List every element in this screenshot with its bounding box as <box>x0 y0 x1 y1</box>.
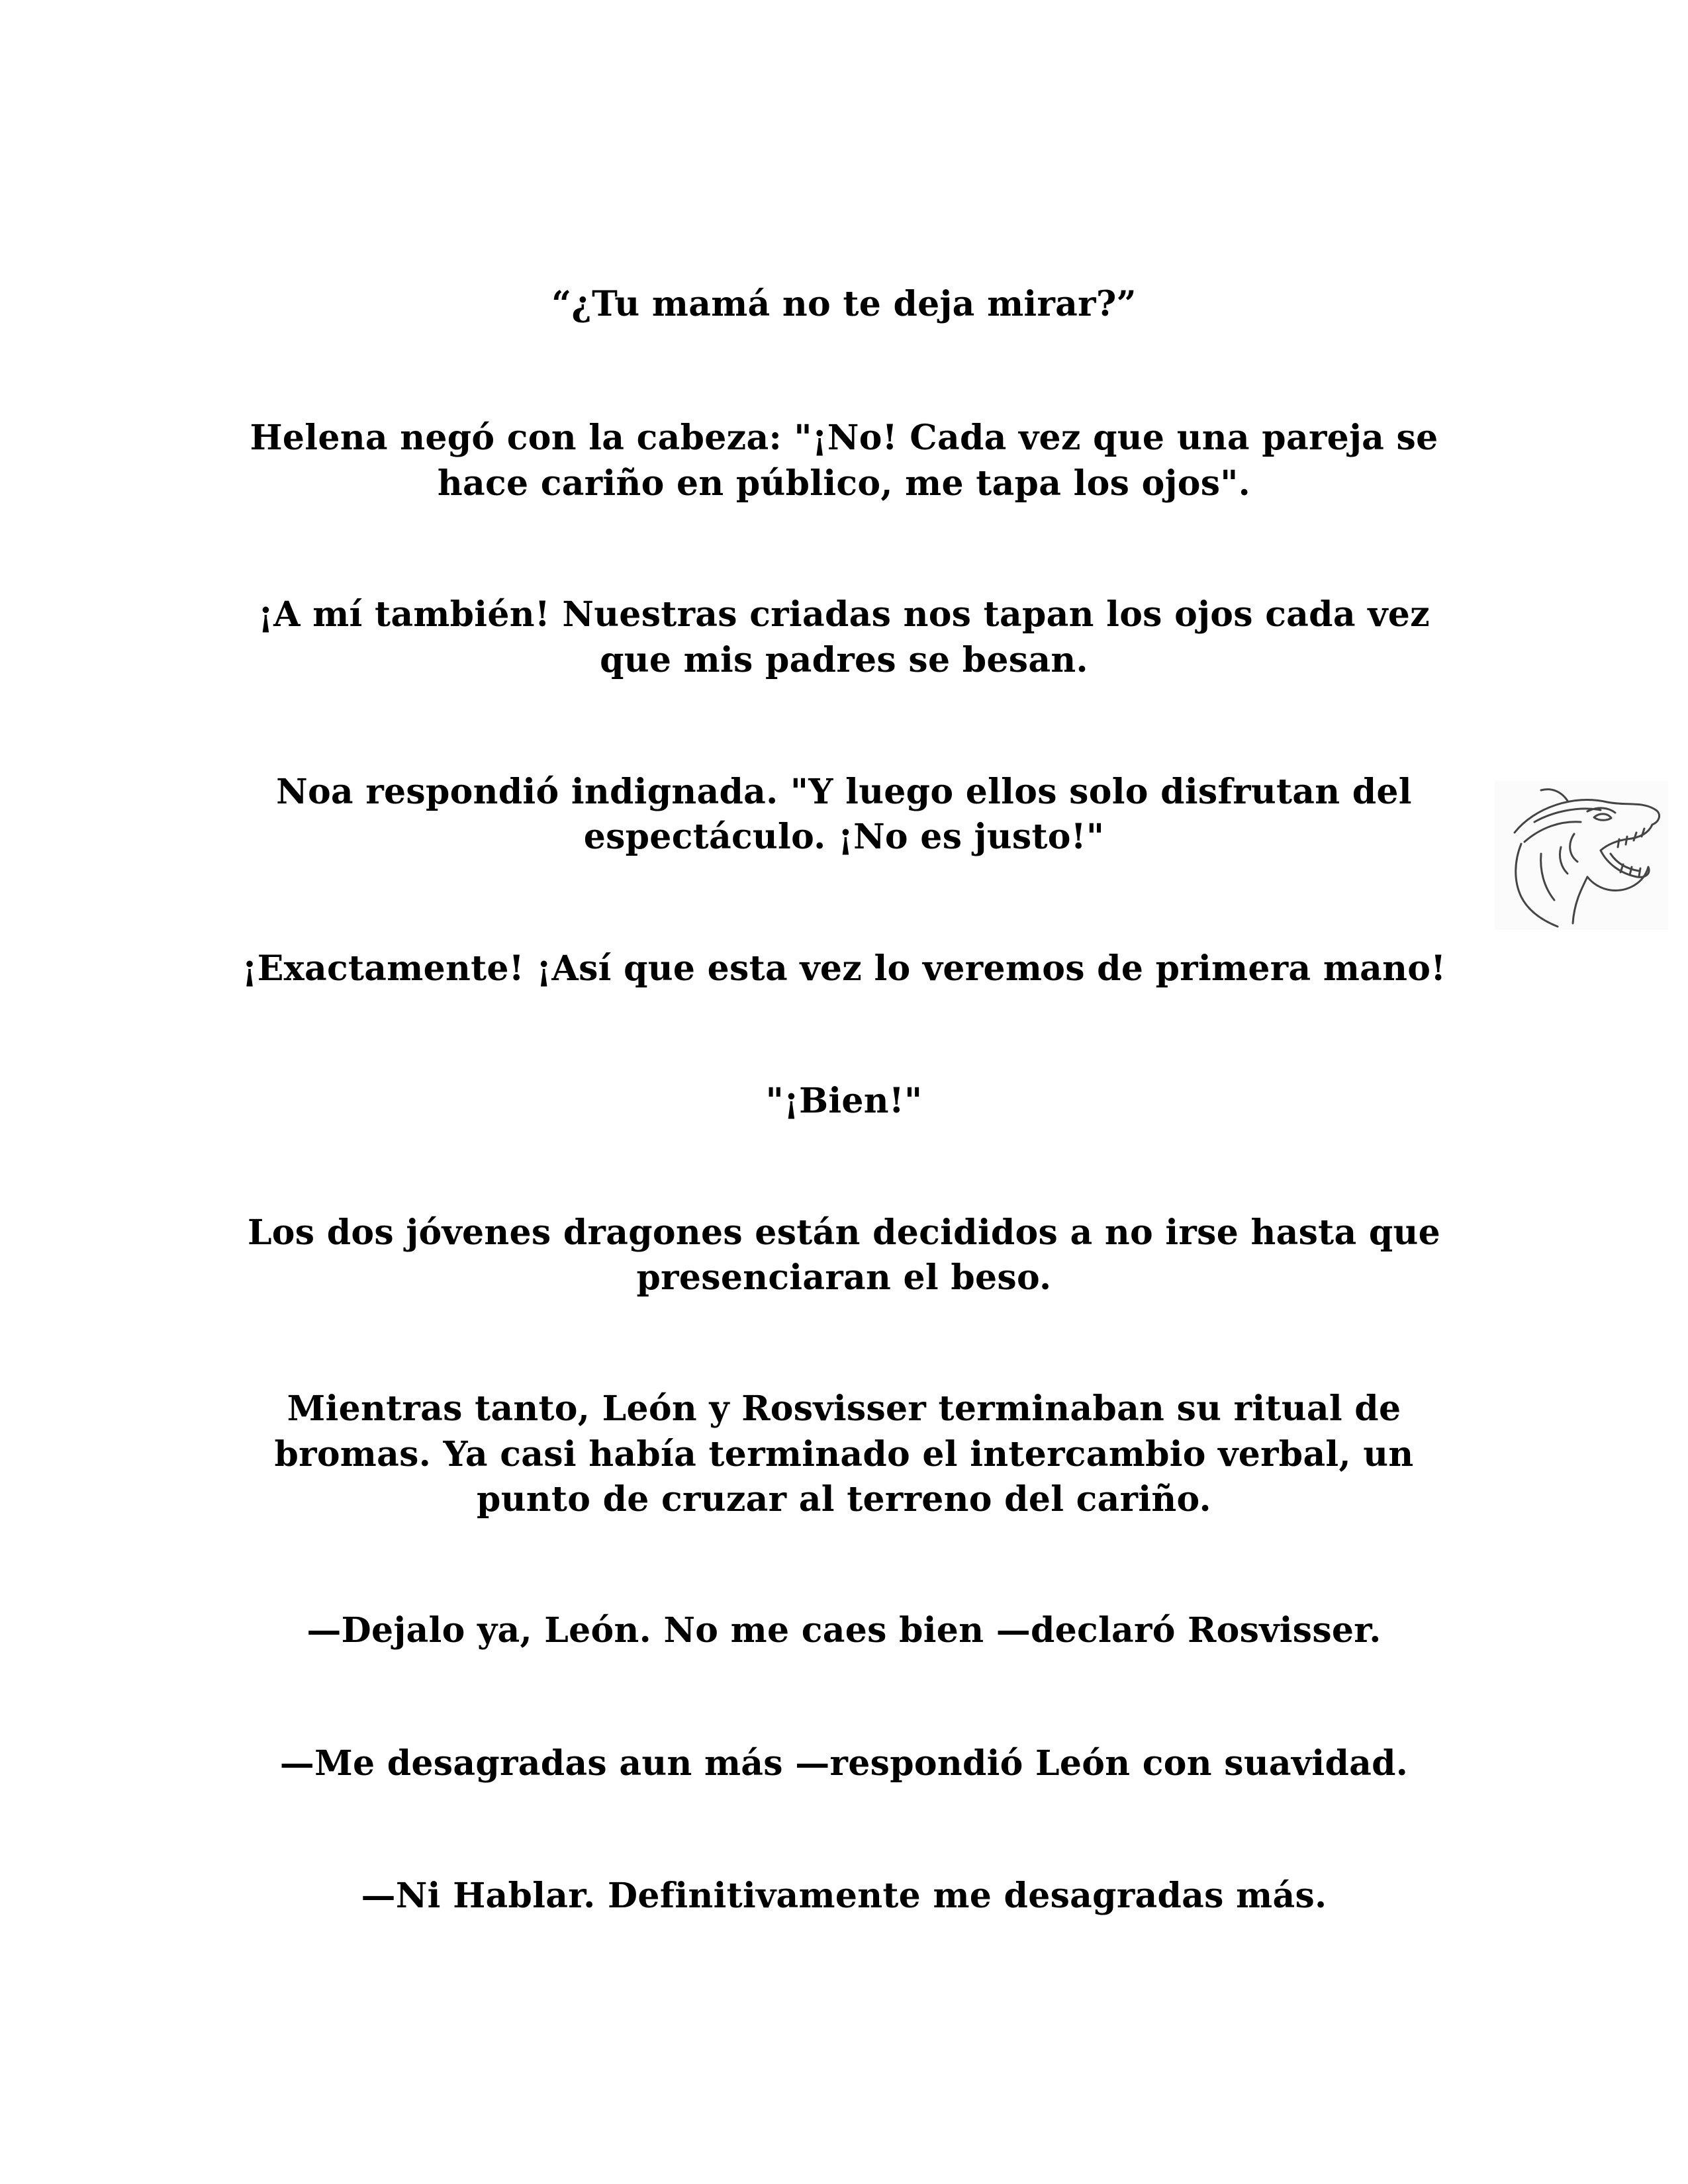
paragraph-2-line-2: hace cariño en público, me tapa los ojos". <box>437 463 1251 504</box>
dialogue-line-1: “¿Tu mamá no te deja mirar?” <box>551 284 1137 324</box>
paragraph-3-line-1: ¡A mí también! Nuestras criadas nos tapan los ojos cada vez <box>258 594 1430 635</box>
dialogue-ni-hablar: —Ni Hablar. Definitivamente me desagradas más. <box>361 1876 1327 1916</box>
paragraph-2-line-1: Helena negó con la cabeza: "¡No! Cada vez que una pareja se <box>250 418 1438 458</box>
dialogue-leon: —Me desagradas aun más —respondió León con suavidad. <box>279 1743 1409 1784</box>
paragraph-4-line-1: Noa respondió indignada. "Y luego ellos solo disfrutan del <box>276 772 1412 812</box>
paragraph-8-line-1: Mientras tanto, León y Rosvisser terminaban su ritual de <box>287 1388 1401 1429</box>
paragraph-7-line-2: presenciaran el beso. <box>636 1257 1052 1298</box>
dragon-head-sketch-icon <box>1495 781 1668 930</box>
dialogue-rosvisser: —Dejalo ya, León. No me caes bien —declaró Rosvisser. <box>306 1610 1382 1651</box>
paragraph-8-line-3: punto de cruzar al terreno del cariño. <box>477 1479 1211 1520</box>
paragraph-4-line-2: espectáculo. ¡No es justo!" <box>583 817 1105 857</box>
paragraph-5-line-1: ¡Exactamente! ¡Así que esta vez lo veremos de primera mano! <box>242 948 1446 989</box>
paragraph-7-line-1: Los dos jóvenes dragones están decididos a no irse hasta que <box>247 1212 1441 1253</box>
paragraph-8-line-2: bromas. Ya casi había terminado el intercambio verbal, un <box>274 1434 1414 1475</box>
paragraph-3-line-2: que mis padres se besan. <box>600 640 1088 680</box>
dialogue-bien: "¡Bien!" <box>765 1081 923 1121</box>
